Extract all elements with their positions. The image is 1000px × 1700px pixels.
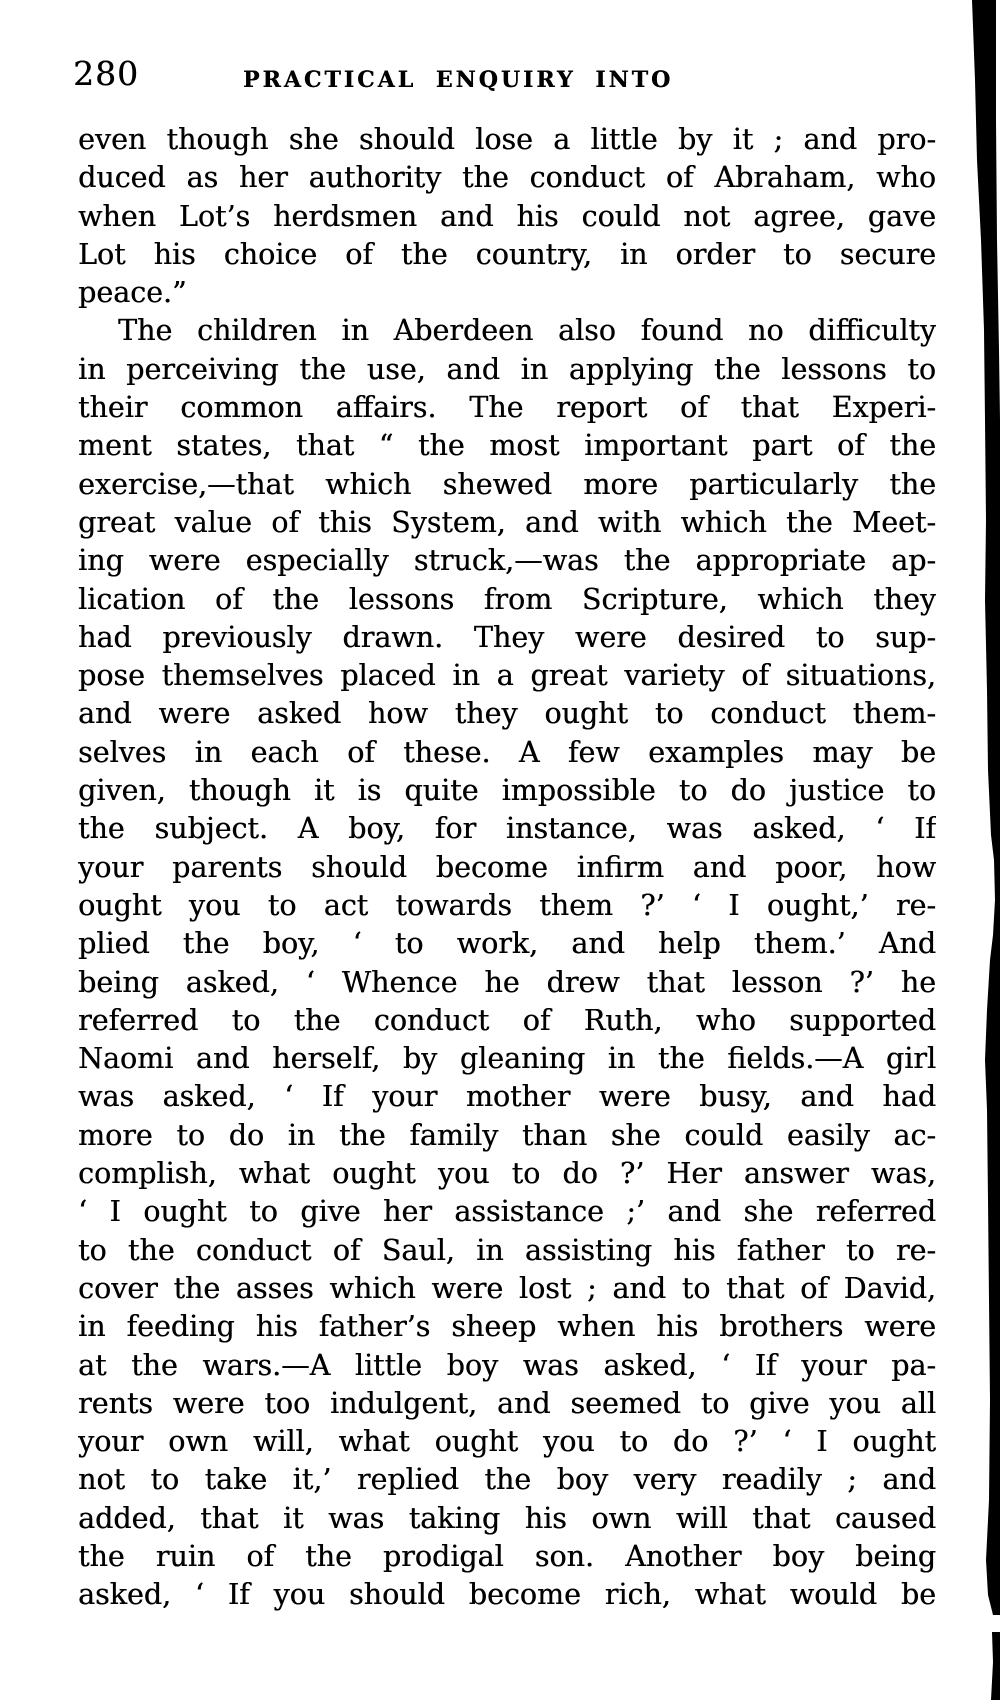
text-line: more to do in the family than she could easily ac- [78,1118,936,1152]
text-line: great value of this System, and with which the Meet- [78,505,936,539]
scan-gutter-artifact [970,0,1000,1700]
text-line: pose themselves placed in a great variety of situations, [78,659,936,693]
text-line: ‘ I ought to give her assistance ;’ and she referred [78,1195,936,1229]
text-line: exercise,—that which shewed more particularly the [78,467,936,501]
text-line: the subject. A boy, for instance, was asked, ‘ If [78,812,936,846]
text-line: and were asked how they ought to conduct them- [78,697,936,731]
text-line: had previously drawn. They were desired to sup- [78,620,936,654]
text-line: when Lot’s herdsmen and his could not agree, gave [78,199,936,233]
text-column [78,121,936,1615]
text-line: the ruin of the prodigal son. Another boy being [78,1539,936,1573]
text-line: at the wars.—A little boy was asked, ‘ If your pa- [78,1348,936,1382]
scan-gutter-band [972,0,1000,1615]
text-line: your parents should become infirm and poor, how [78,850,936,884]
text-line: ment states, that “ the most important part of the [78,429,936,463]
text-line: plied the boy, ‘ to work, and help them.’ And [78,927,936,961]
text-line: in perceiving the use, and in applying the lessons to [78,352,936,386]
text-line: your own will, what ought you to do ?’ ‘ I ought [78,1425,936,1459]
text-line: even though she should lose a little by it ; and pro- [78,123,936,156]
text-line: given, though it is quite impossible to do justice to [78,774,936,808]
text-line: duced as her authority the conduct of Abraham, who [78,161,936,195]
text-line: added, that it was taking his own will that caused [78,1501,936,1535]
text-line: being asked, ‘ Whence he drew that lesson ?’ he [78,965,936,999]
scan-gutter-corner-block [991,1632,1000,1700]
text-line: referred to the conduct of Ruth, who supported [78,1003,936,1037]
text-line: in feeding his father’s sheep when his brothers were [78,1310,936,1344]
text-line: rents were too indulgent, and seemed to give you all [78,1386,936,1420]
text-line: peace.” [78,276,187,310]
text-line: The children in Aberdeen also found no difficulty [118,314,936,348]
text-line: Naomi and herself, by gleaning in the fields.—A girl [78,1042,936,1076]
text-line: selves in each of these. A few examples may be [78,735,936,769]
running-header: PRACTICAL ENQUIRY INTO [243,67,674,93]
text-line: their common affairs. The report of that Experi- [78,391,936,425]
text-line: ing were especially struck,—was the appropriate ap- [78,544,936,578]
text-line: was asked, ‘ If your mother were busy, and had [78,1080,936,1114]
text-line: to the conduct of Saul, in assisting his father to re- [78,1233,936,1267]
text-line: Lot his choice of the country, in order to secure [78,237,936,271]
text-line: complish, what ought you to do ?’ Her answer was, [78,1157,936,1191]
text-line: lication of the lessons from Scripture, which they [78,582,936,616]
text-line: ought you to act towards them ?’ ‘ I ought,’ re- [78,888,936,922]
text-line: asked, ‘ If you should become rich, what would be [78,1578,936,1612]
page-number: 280 [73,54,139,93]
text-line: not to take it,’ replied the boy very readily ; and [78,1463,936,1497]
text-line: cover the asses which were lost ; and to that of David, [78,1271,936,1305]
